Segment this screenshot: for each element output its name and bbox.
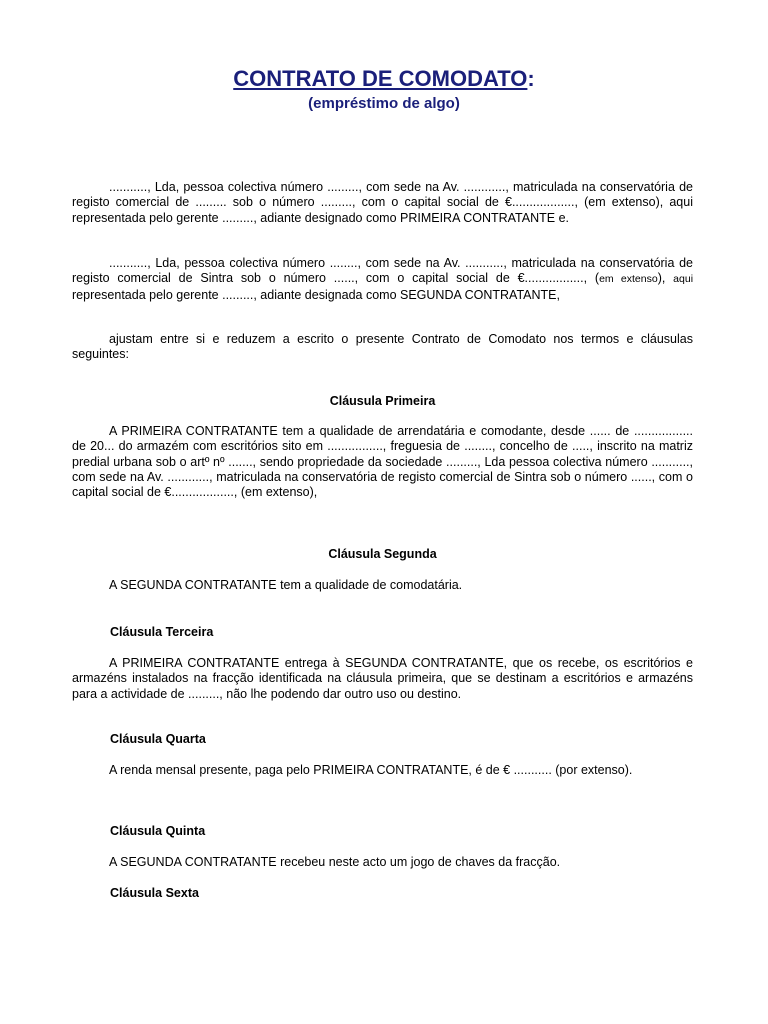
party2-text-a: ..........., Lda, pessoa colectiva número ........, com sede na Av. ..........., matriculada na conservatória de registo comercial de Sintra sob o número ......, com o capital social de €................., ( [72,256,693,286]
clause-heading-6: Cláusula Sexta [110,886,199,900]
clause-heading-5: Cláusula Quinta [110,824,206,838]
party2-paragraph [72,256,693,303]
title-text: CONTRATO DE COMODATO [233,66,528,91]
clause-text-1 [72,424,693,500]
clause-heading-1: Cláusula Primeira [329,394,436,408]
title-block [0,64,768,114]
clause-text-5-content: A SEGUNDA CONTRATANTE recebeu neste acto um jogo de chaves da fracção. [109,855,561,869]
clause-heading-2: Cláusula Segunda [328,547,437,561]
party2-small-text-2: aqui [673,273,694,286]
clause-text-2 [72,578,693,593]
party2-text-c: representada pelo gerente ........., adiante designada como SEGUNDA CONTRATANTE, [72,287,560,302]
clause-heading-4: Cláusula Quarta [110,732,206,746]
party1-paragraph [72,180,693,226]
party2-small-text: em extenso [599,273,658,286]
clause-text-4-content: A renda mensal presente, paga pelo PRIMEIRA CONTRATANTE, é de € ........... (por extenso). [109,763,633,777]
party2-text-b: ), [657,271,674,286]
clause-text-4 [72,763,693,778]
clause-heading-3: Cláusula Terceira [110,625,214,639]
clause-text-5 [72,855,693,870]
document-subtitle: (empréstimo de algo) [308,95,460,112]
document-title [0,64,768,94]
clause-text-2-content: A SEGUNDA CONTRATANTE tem a qualidade de comodatária. [109,578,463,592]
intro-text: ajustam entre si e reduzem a escrito o presente Contrato de Comodato nos termos e cláusulas seguintes: [72,332,693,362]
clause-text-1-content: A PRIMEIRA CONTRATANTE tem a qualidade de arrendatária e comodante, desde ...... de ................. de 20... do armazém com escritórios sito em ................, freguesia de ........, concelho de ....., inscrito na matriz predial urbana sob o artº nº ......., sendo propriedade da sociedade ........., Lda pessoa colectiva número ..........., com sede na Av. ............, matriculada na conservatória de registo comercial de Sintra sob o número ......, com o capital social de €.................., (em extenso), [72,424,693,500]
intro-paragraph [72,332,693,363]
party1-text: ..........., Lda, pessoa colectiva número ........., com sede na Av. ............, matriculada na conservatória de registo comercial de ......... sob o número ........., com o capital social de €.................., (em extenso), aqui representada pelo gerente ........., adiante designado como PRIMEIRA CONTRATANTE e. [72,180,693,225]
clause-text-3 [72,656,693,702]
clause-text-3-content: A PRIMEIRA CONTRATANTE entrega à SEGUNDA CONTRATANTE, que os recebe, os escritórios e armazéns instalados na fracção identificada na cláusula primeira, que se destinam a escritórios e armazéns para a actividade de ........., não lhe podendo dar outro uso ou destino. [72,656,693,701]
title-colon: : [527,66,535,91]
